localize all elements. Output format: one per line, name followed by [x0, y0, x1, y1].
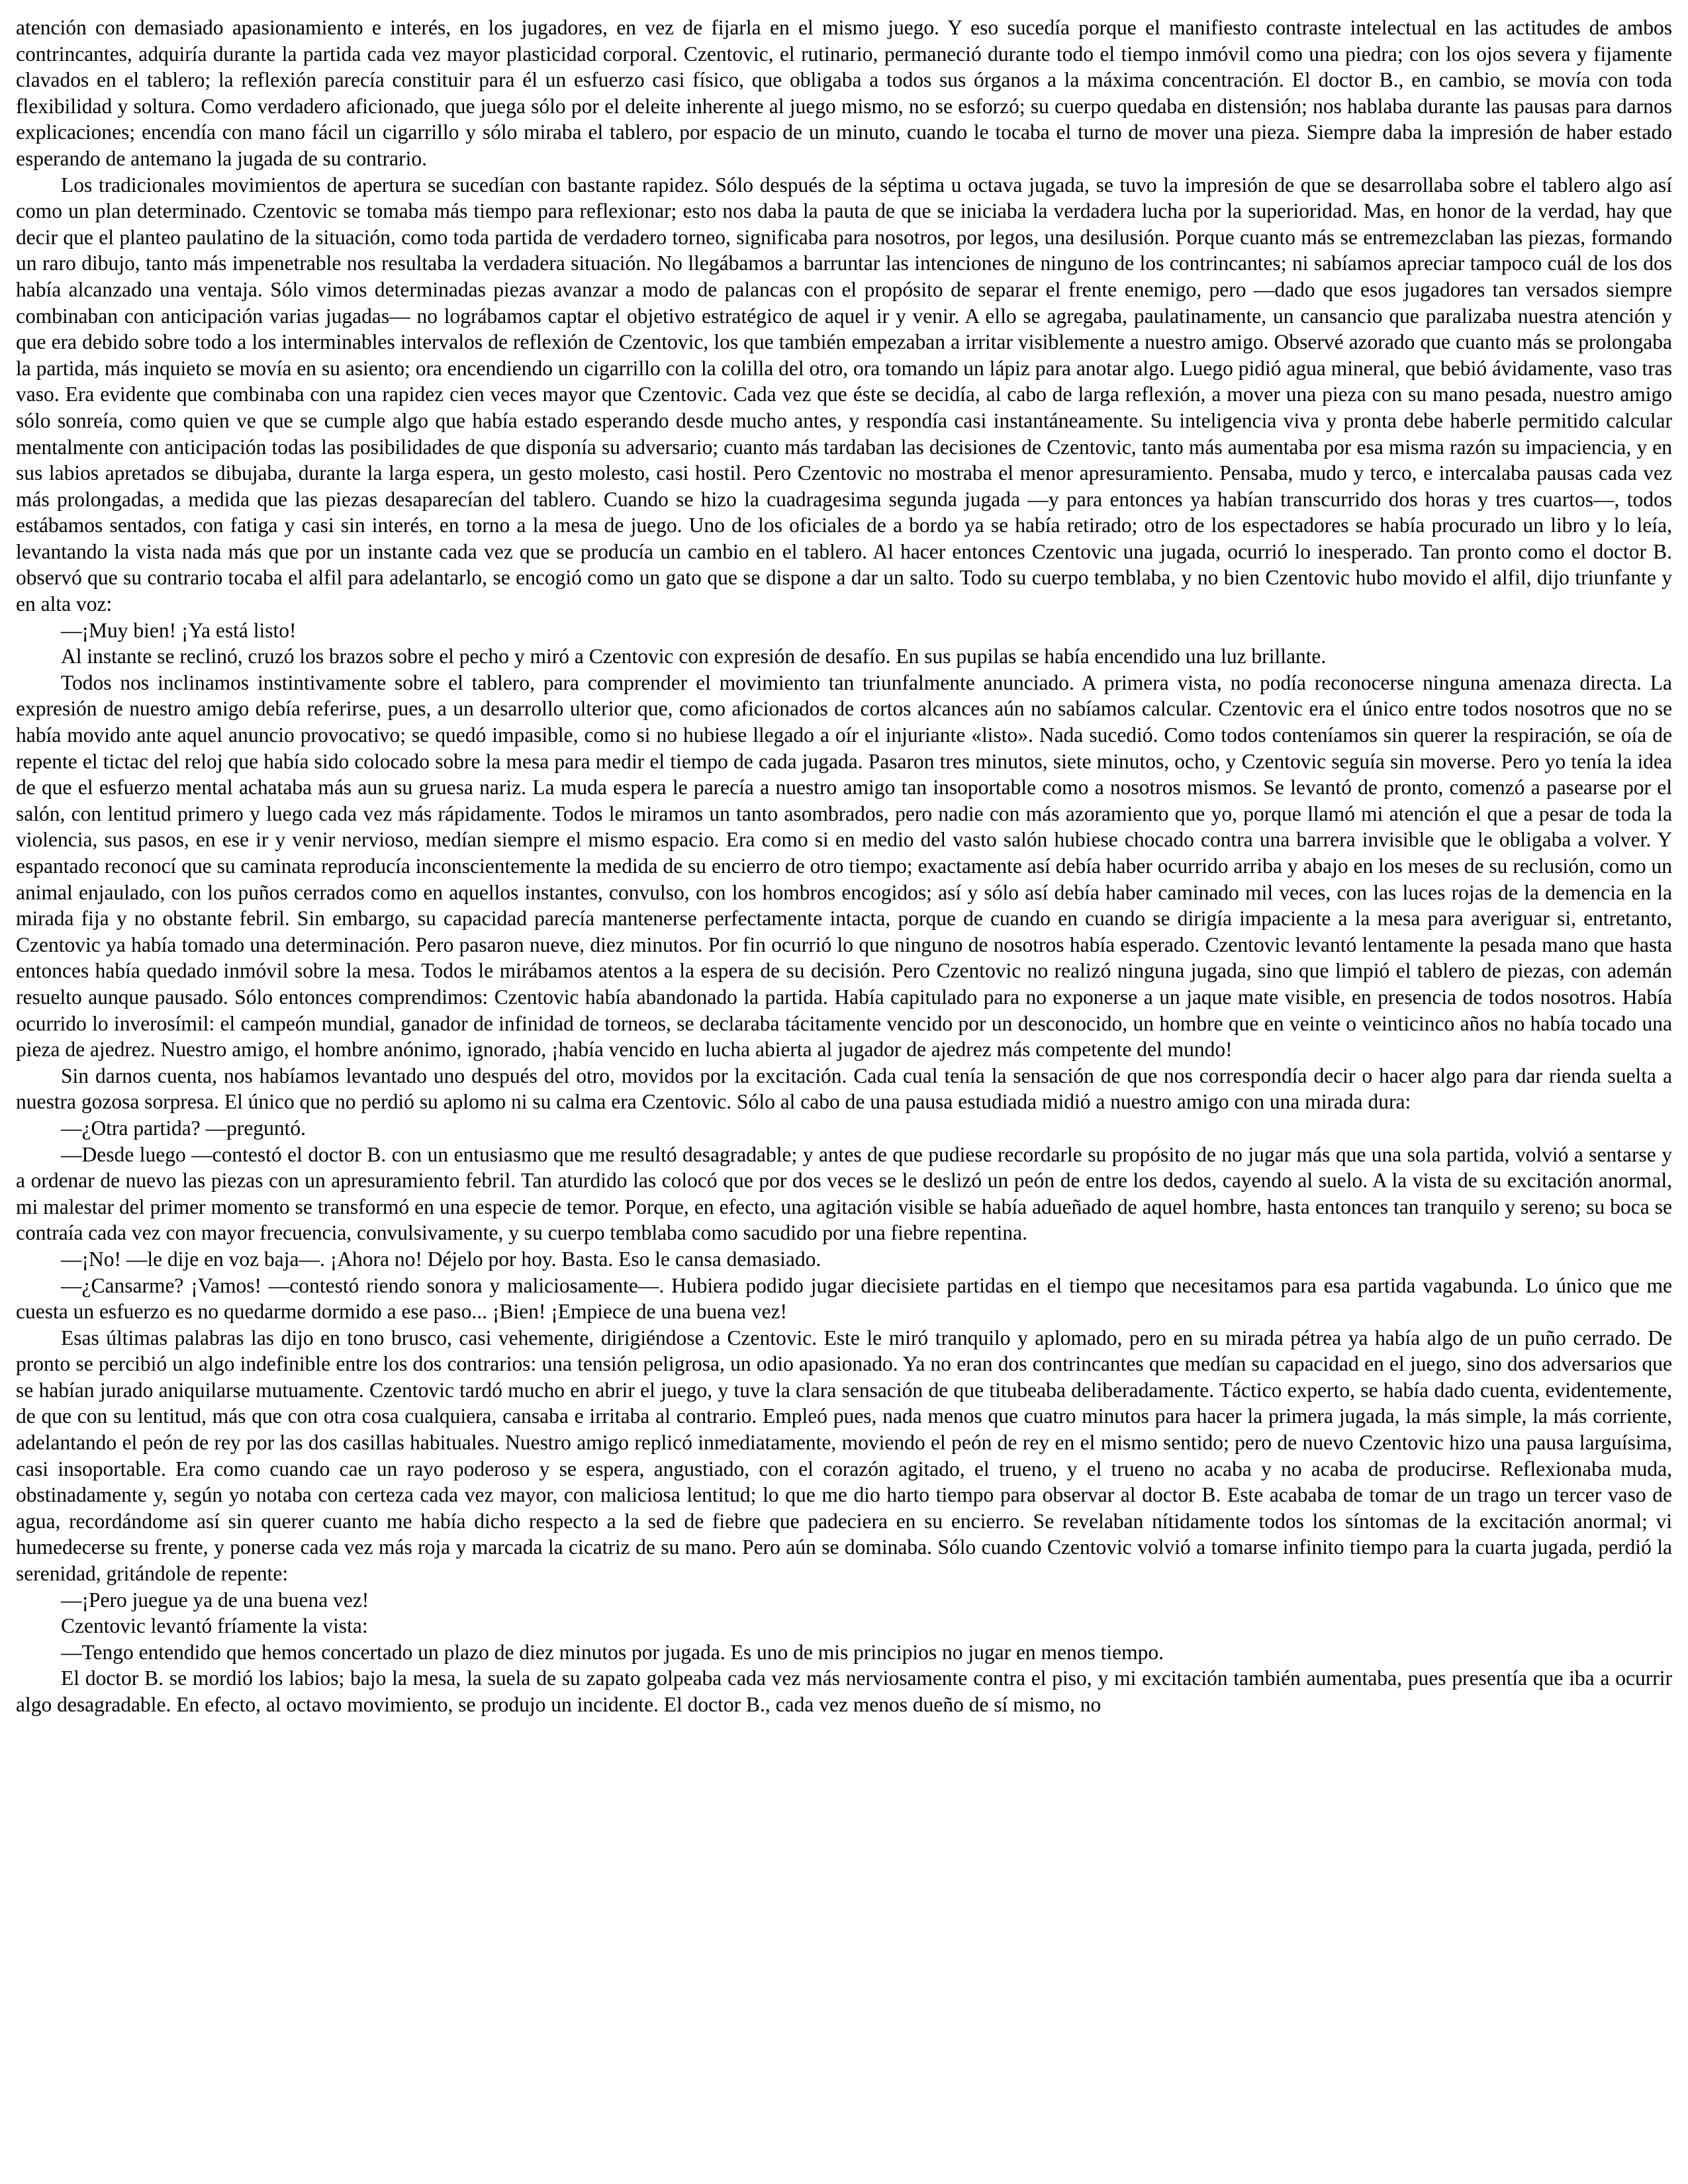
paragraph-second-game: Esas últimas palabras las dijo en tono brusco, casi vehemente, dirigiéndose a Czentovic. Este le miró tranquilo y aplomado, pero en su mirada pétrea ya había algo de un puño cerrado. De pronto se percibió un algo indefinible entre los dos contrarios: una tensión peligrosa, un odio apasionado. Ya no eran dos contrincantes que medían su capacidad en el juego, sino dos adversarios que se habían jurado aniquilarse mutuamente. Czentovic tardó mucho en abrir el juego, y tuve la clara sensación de que titubeaba deliberadamente. Táctico experto, se había dado cuenta, evidentemente, de que con su lentitud, más que con otra cosa cualquiera, cansaba e irritaba al contrario. Empleó pues, nada menos que cuatro minutos para hacer la primera jugada, la más simple, la más corriente, adelantando el peón de rey por las dos casillas habituales. Nuestro amigo replicó inmediatamente, moviendo el peón de rey en el mismo sentido; pero de nuevo Czentovic hizo una pausa larguísima, casi insoportable. Era como cuando cae un rayo poderoso y se espera, angustiado, con el corazón agitado, el trueno, y el trueno no acaba y no acaba de producirse. Reflexionaba muda, obstinadamente y, según yo notaba con certeza cada vez mayor, con maliciosa lentitud; lo que me dio harto tiempo para observar al doctor B. Este acababa de tomar de un trago un tercer vaso de agua, recordándome así sin querer cuanto me había dicho respecto a la sed de fiebre que padeciera en su encierro. Se revelaban nítidamente todos los síntomas de la excitación anormal; vi humedecerse su frente, y ponerse cada vez más roja y marcada la cicatriz de su mano. Pero aún se dominaba. Sólo cuando Czentovic volvió a tomarse infinito tiempo para la cuarta jugada, perdió la serenidad, gritándole de repente: — [16, 1326, 1672, 1586]
paragraph-opening-moves: Los tradicionales movimientos de apertura se sucedían con bastante rapidez. Sólo después de la séptima u octava jugada, se tuvo la impresión de que se desarrollaba sobre el tablero algo así como un plan determinado. Czentovic se tomaba más tiempo para reflexionar; esto nos daba la pauta de que se iniciaba la verdadera lucha por la superioridad. Mas, en honor de la verdad, hay que decir que el planteo paulatino de la situación, como toda partida de verdadero torneo, significaba para nosotros, por legos, una desilusión. Porque cuanto más se entremezclaban las piezas, formando un raro dibujo, tanto más impenetrable nos resultaba la verdadera situación. No llegábamos a barruntar las intenciones de ninguno de los contrincantes; ni sabíamos apreciar tampoco cuál de los dos había alcanzado una ventaja. Sólo vimos determinadas piezas avanzar a modo de palancas con el propósito de separar el frente enemigo, pero —dado que esos jugadores tan versados siempre combinaban con anticipación varias jugadas— no lográbamos captar el objetivo estratégico de aquel ir y venir. A ello se agregaba, paulatinamente, un cansancio que paralizaba nuestra atención y que era debido sobre todo a los interminables intervalos de reflexión de Czentovic, los que también empezaban a irritar visiblemente a nuestro amigo. Observé azorado que cuanto más se prolongaba la partida, más inquieto se movía en su asiento; ora encendiendo un cigarrillo con la colilla del otro, ora tomando un lápiz para anotar algo. Luego pidió agua mineral, que bebió ávidamente, vaso tras vaso. Era evidente que combinaba con una rapidez cien veces mayor que Czentovic. Cada vez que éste se decidía, al cabo de larga reflexión, a mover una pieza con su mano pesada, nuestro amigo sólo sonreía, como quien ve que se cumple algo que había estado esperando desde mucho antes, y respondía casi instantáneamente. Su inteligencia viva y pronta debe haberle permitido calcular mentalmente con anticipación todas las posibilidades de que disponía su adversario; cuanto más tardaban las decisiones de Czentovic, tanto más aumentaba por esa misma razón su impaciencia, y en sus labios apretados se dibujaba, durante la larga espera, un gesto molesto, casi hostil. Pero Czentovic no mostraba el menor apresuramiento. Pensaba, mudo y terco, e intercalaba pausas cada vez más prolongadas, a medida que las piezas desaparecían del tablero. Cuando se hizo la cuadragesima segunda jugada —y para entonces ya habían transcurrido dos horas y tres cuartos—, todos estábamos sentados, con fatiga y casi sin interés, en torno a la mesa de juego. Uno de los oficiales de a bordo ya se había retirado; otro de los espectadores se había procurado un libro y lo leía, levantando la vista nada más que por un instante cada vez que se producía un cambio en el tablero. Al hacer entonces Czentovic una jugada, ocurrió lo inesperado. Tan pronto como el doctor B. observó que su contrario tocaba el alfil para adelantarlo, se encogió como un gato que se dispone a dar un salto. Todo su cuerpo temblaba, y no bien Czentovic hubo movido el alfil, dijo triunfante y en alta voz: — [16, 173, 1672, 616]
paragraph-continued: atención con demasiado apasionamiento e interés, en los jugadores, en vez de fijarla en el mismo juego. Y eso sucedía porque el manifiesto contraste intelectual en las actitudes de ambos contrincantes, adquiría durante la partida cada vez mayor plasticidad corporal. Czentovic, el rutinario, permaneció durante todo el tiempo inmóvil como una piedra; con los ojos severa y fijamente clavados en el tablero; la reflexión parecía constituir para él un esfuerzo casi físico, que obligaba a todos sus órganos a la máxima concentración. El doctor B., en cambio, se movía con toda flexibilidad y soltura. Como verdadero aficionado, que juega sólo por el deleite inherente al juego mismo, no se esforzó; su cuerpo quedaba en distensión; nos hablaba durante las pausas para darnos explicaciones; encendía con mano fácil un cigarrillo y sólo miraba el tablero, por espacio de un minuto, cuando le tocaba el turno de mover una pieza. Siempre daba la impresión de haber estado esperando de antemano la jugada de su contrario. — [16, 16, 1672, 170]
paragraph-standing-up: Sin darnos cuenta, nos habíamos levantado uno después del otro, movidos por la excitación. Cada cual tenía la sensación de que nos correspondía decir o hacer algo para dar rienda suelta a nuestra gozosa sorpresa. El único que no perdió su aplomo ni su calma era Czentovic. Sólo al cabo de una pausa estudiada midió a nuestro amigo con una mirada dura: — [16, 1064, 1672, 1114]
dialogue-desde-luego: —Desde luego —contestó el doctor B. con un entusiasmo que me resultó desagradable; y antes de que pudiese recordarle su propósito de no jugar más que una sola partida, volvió a sentarse y a ordenar de nuevo las piezas con un apresuramiento febril. Tan aturdido las colocó que por dos veces se le deslizó un peón de entre los dedos, cayendo al suelo. A la vista de su excitación anormal, mi malestar del primer momento se transformó en una especie de temor. Porque, en efecto, una agitación visible se había adueñado de aquel hombre, hasta entonces tan tranquilo y sereno; su boca se contraía cada vez con mayor frecuencia, convulsivamente, y su cuerpo temblaba como sacudido por una fiebre repentina. — [16, 1142, 1672, 1245]
paragraph-czentovic-looks-up: Czentovic levantó fríamente la vista: — [61, 1614, 368, 1638]
paragraph-czentovic-resigns: Todos nos inclinamos instintivamente sobre el tablero, para comprender el movimiento tan triunfalmente anunciado. A primera vista, no podía reconocerse ninguna amenaza directa. La expresión de nuestro amigo debía referirse, pues, a un desarrollo ulterior que, como aficionados de cortos alcances aún no sabíamos calcular. Czentovic era el único entre todos nosotros que no se había movido ante aquel anuncio provocativo; se quedó impasible, como si no hubiese llegado a oír el injuriante «listo». Nada sucedió. Como todos conteníamos sin querer la respiración, se oía de repente el tictac del reloj que había sido colocado sobre la mesa para medir el tiempo de cada jugada. Pasaron tres minutos, siete minutos, ocho, y Czentovic seguía sin moverse. Pero yo tenía la idea de que el esfuerzo mental achataba más aun su gruesa nariz. La muda espera le parecía a nuestro amigo tan insoportable como a nosotros mismos. Se levantó de pronto, comenzó a pasearse por el salón, con lentitud primero y luego cada vez más rápidamente. Todos le miramos un tanto asombrados, pero nadie con más azoramiento que yo, porque llamó mi atención el que a pesar de toda la violencia, sus pasos, en ese ir y venir nervioso, medían siempre el mismo espacio. Era como si en medio del vasto salón hubiese chocado contra una barrera invisible que le obligaba a volver. Y espantado reconocí que su caminata reproducía inconscientemente la medida de su encierro de otro tiempo; exactamente así debía haber ocurrido arriba y abajo en los meses de su reclusión, como un animal enjaulado, con los puños cerrados como en aquellos instantes, convulso, con los hombros encogidos; así y sólo así debía haber caminado mil veces, con las luces rojas de la demencia en la mirada fija y no obstante febril. Sin embargo, su capacidad parecía mantenerse perfectamente intacta, porque de cuando en cuando se dirigía impaciente a la mesa para averiguar si, entretanto, Czentovic ya había tomado una determinación. Pero pasaron nueve, diez minutos. Por fin ocurrió lo que ninguno de nosotros había esperado. Czentovic levantó lentamente la pesada mano que hasta entonces había quedado inmóvil sobre la mesa. Todos le mirábamos atentos a la espera de su decisión. Pero Czentovic no realizó ninguna jugada, sino que limpió el tablero de piezas, con ademán resuelto aunque pausado. Sólo entonces comprendimos: Czentovic había abandonado la partida. Había capitulado para no exponerse a un jaque mate visible, en presencia de todos nosotros. Había ocurrido lo inverosímil: el campeón mundial, ganador de infinidad de torneos, se declaraba tácitamente vencido por un desconocido, un hombre que en veinte o veinticinco años no había tocado una pieza de ajedrez. Nuestro amigo, el hombre anónimo, ignorado, ¡había vencido en lucha abierta al jugador de ajedrez más competente del mundo! — [16, 670, 1672, 1062]
paragraph-incident: El doctor B. se mordió los labios; bajo la mesa, la suela de su zapato golpeaba cada vez más nerviosamente contra el piso, y mi excitación también aumentaba, pues presentía que iba a ocurrir algo desagradable. En efecto, al octavo movimiento, se produjo un incidente. El doctor B., cada vez menos dueño de sí mismo, no — [16, 1666, 1672, 1716]
body-text — [16, 15, 1672, 1718]
dialogue-cansarme: —¿Cansarme? ¡Vamos! —contestó riendo sonora y maliciosamente—. Hubiera podido jugar diecisiete partidas en el tiempo que necesitamos para esa partida vagabunda. Lo único que me cuesta un esfuerzo es no quedarme dormido a ese paso... ¡Bien! ¡Empiece de una buena vez! — [16, 1273, 1672, 1324]
paragraph-reclined: Al instante se reclinó, cruzó los brazos sobre el pecho y miró a Czentovic con expresión de desafío. En sus pupilas se había encendido una luz brillante. — [61, 645, 1327, 668]
dialogue-diez-minutos: —Tengo entendido que hemos concertado un plazo de diez minutos por jugada. Es uno de mis principios no jugar en menos tiempo. — [61, 1640, 1164, 1664]
dialogue-muy-bien: —¡Muy bien! ¡Ya está listo! — [61, 618, 297, 642]
dialogue-otra-partida: —¿Otra partida? —preguntó. — [61, 1116, 306, 1140]
dialogue-juegue-ya: —¡Pero juegue ya de una buena vez! — [61, 1588, 369, 1612]
dialogue-ahora-no: —¡No! —le dije en voz baja—. ¡Ahora no! Déjelo por hoy. Basta. Eso le cansa demasiado. — [61, 1247, 821, 1271]
